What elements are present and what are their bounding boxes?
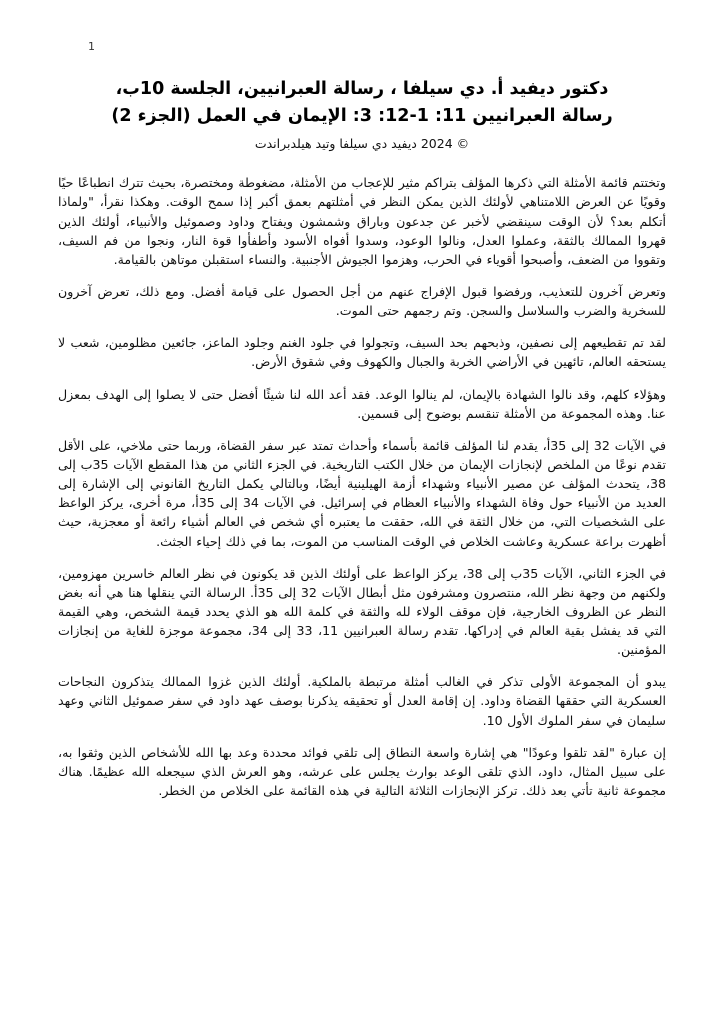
paragraph: يبدو أن المجموعة الأولى تذكر في الغالب أمثلة مرتبطة بالملكية. أولئك الذين غزوا الممالك يتذكرون النجاحات العسكرية التي حققها القضاة وداود. إن إقامة العدل أو تحقيقه يذكرنا بوصف عهد داود في سفر صموئيل الثاني وعهد سليمان في سفر الملوك الأول 10.	[58, 674, 666, 728]
document-title-line1: دكتور ديفيد أ. دي سيلفا ، رسالة العبرانيين، الجلسة 10ب،	[115, 79, 609, 99]
paragraph: وتختتم قائمة الأمثلة التي ذكرها المؤلف بتراكم مثير للإعجاب من الأمثلة، مضغوطة ومختصرة، بحيث تترك انطباعًا حيًا وقويًا عن العرض اللامتناهي لأولئك الذين يمكن النظر في أمثلتهم بعمق أكبر إذا سمح الوقت. وهكذا نقرأ، "ولماذا أتكلم بعد؟ لأن الوقت سينقضي لأخبر عن جدعون وباراق وشمشون ويفتاح وداود وصموئيل والأنبياء، أولئك الذين قهروا الممالك بالثقة، وعملوا العدل، ونالوا الوعود، وسدوا أفواه الأسود وأطفأوا قوة النار، ونجوا من فم السيف، وتقووا من الضعف، وأصبحوا أقوياء في الحرب، وهزموا الجيوش الأجنبية. والنساء استقبلن موتاهن بالقيامة.	[58, 175, 666, 267]
paragraph: إن عبارة "لقد تلقوا وعودًا" هي إشارة واسعة النطاق إلى تلقي فوائد محددة وعد بها الله للأشخاص الذين وثقوا به، على سبيل المثال، داود، الذي تلقى الوعد بوارث يجلس على عرشه، وهو العرش الذي سيجعله الله عظيمًا. هناك مجموعة ثانية تأتي بعد ذلك. تركز الإنجازات الثلاثة التالية في هذه القائمة على الخلاص من الخطر.	[58, 744, 666, 799]
paragraph: في الجزء الثاني، الآيات 35ب إلى 38، يركز الواعظ على أولئك الذين قد يكونون في نظر العالم خاسرين مهزومين، ولكنهم من وجهة نظر الله، منتصرون ومشرفون مثل أبطال الآيات 32 إلى 35أ. الرسالة التي ينقلها هنا هي أنه بغض النظر عن الظروف الخارجية، فإن موقف الولاء لله والثقة في كلمة الله هو الذي يحدد قيمة الشخص، وهي القيمة التي قد يفشل بقية العالم في إدراكها. تقدم رسالة العبرانيين 11، 33 إلى 34، مجموعة موجزة للغاية من إنجازات المؤمنين.	[58, 565, 667, 658]
document-header	[58, 76, 666, 151]
paragraph: لقد تم تقطيعهم إلى نصفين، وذبحهم بحد السيف، وتجولوا في جلود الغنم وجلود الماعز، جائعين مظلومين، شعب لا يستحقه العالم، تائهين في الأراضي الخربة والجبال والكهوف وفي شقوق الأرض.	[58, 335, 666, 370]
page-number: 1	[88, 40, 95, 53]
paragraph: وهؤلاء كلهم، وقد نالوا الشهادة بالإيمان، لم ينالوا الوعد. فقد أعد الله لنا شيئًا أفضل حتى لا يصلوا إلى الهدف بمعزل عنا. وهذه المجموعة من الأمثلة تنقسم بوضوح إلى قسمين.	[58, 386, 666, 421]
paragraph: وتعرض آخرون للتعذيب، ورفضوا قبول الإفراج عنهم من أجل الحصول على قيامة أفضل. ومع ذلك، تعرض آخرون للسخرية والضرب والسلاسل والسجن. وتم رجمهم حتى الموت.	[58, 283, 666, 319]
paragraph: في الآيات 32 إلى 35أ، يقدم لنا المؤلف قائمة بأسماء وأحداث تمتد عبر سفر القضاة، وربما حتى ملاخي، على الأقل تقدم نوعًا من الملخص لإنجازات الإيمان من خلال الكتب التاريخية. في الجزء الثاني من هذا المقطع الآيات 35ب إلى 38، يتحدث المؤلف عن مصير الأنبياء وشهداء أزمة الهيلينية أيضًا، وبالتالي يكمل التاريخ القانوني إلى الإشارة إلى العديد من الأنبياء حول وفاة الشهداء والأنبياء العظام في إسرائيل. في الآيات 34 إلى 35أ، مرة أخرى، يركز الواعظ على الشخصيات التي، من خلال الثقة في الله، حققت ما يعتبره أي شخص في العالم أشياء رائعة أو معجزية، حيث أظهرت براعة عسكرية وعاشت الخلاص في الوقت المناسب من الموت، بما في ذلك إحياء الجثث.	[58, 437, 667, 549]
copyright-line: © 2024 ديفيد دي سيلفا وتيد هيلدبراندت	[254, 136, 470, 152]
document-title-line2: رسالة العبرانيين 11: 1-12: 3: الإيمان في العمل (الجزء 2)	[111, 106, 613, 127]
document-body	[58, 173, 666, 800]
